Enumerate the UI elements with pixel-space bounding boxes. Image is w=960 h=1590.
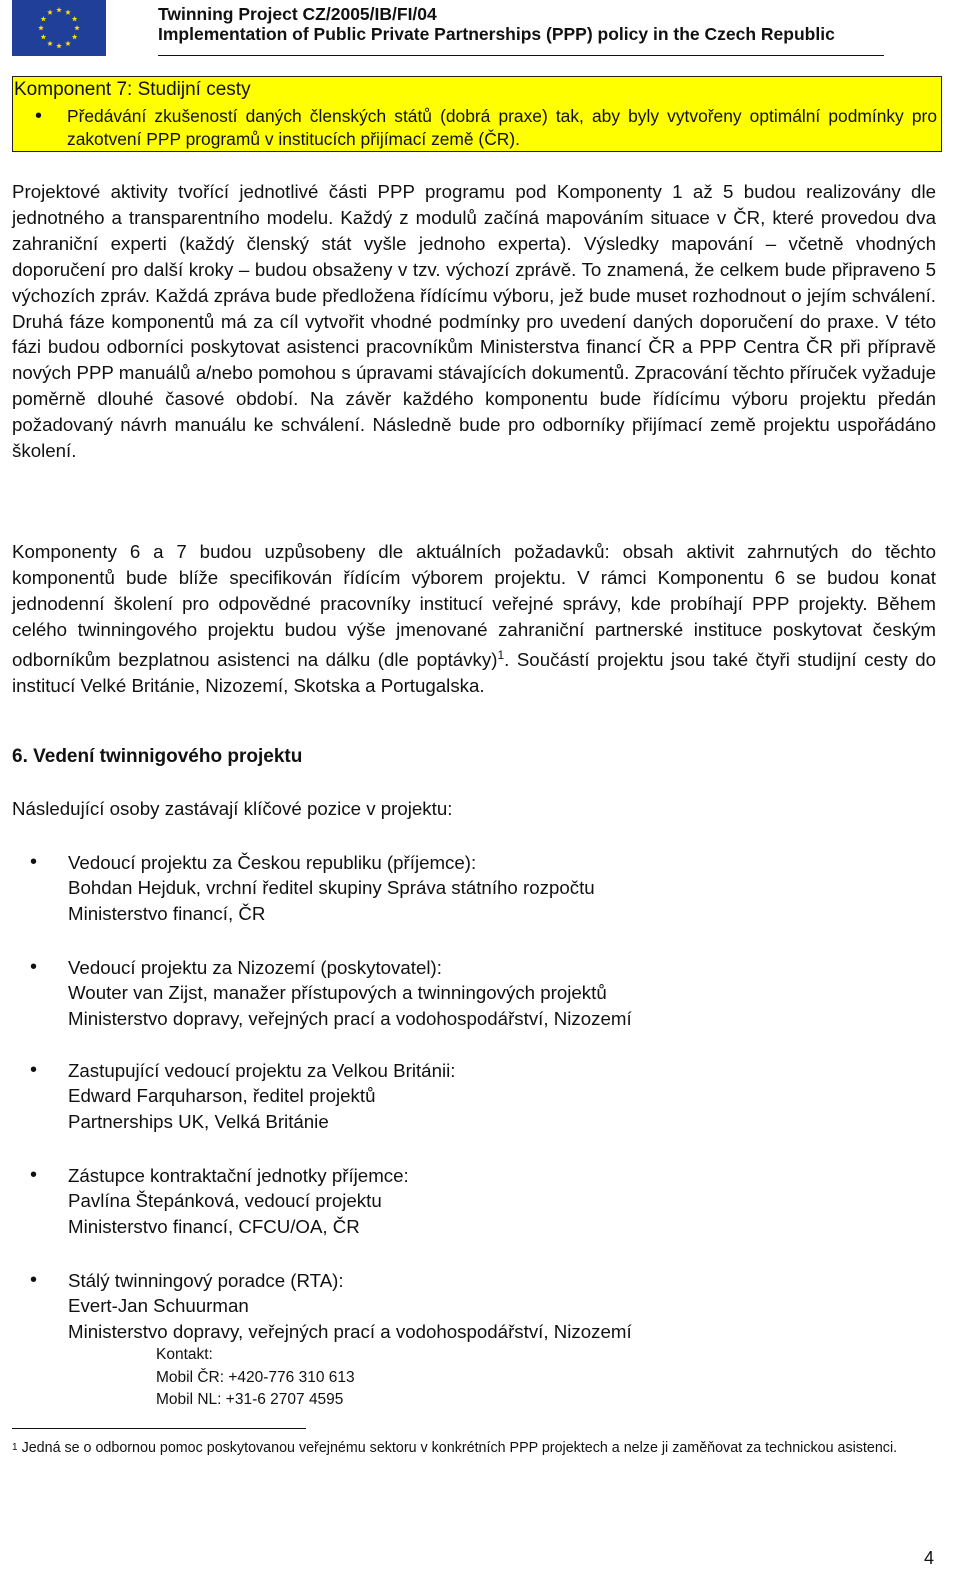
eu-flag-icon: [12, 0, 106, 56]
component7-bullet-text: Předávání zkušeností daných členských států (dobrá praxe) tak, aby byly vytvořeny optimální podmínky pro zakotvení PPP programů v institucích přijímací země (ČR).: [67, 106, 937, 149]
person-name: Pavlína Štepánková, vedoucí projektu: [68, 1190, 382, 1212]
person-role: Stálý twinningový poradce (RTA):: [68, 1270, 344, 1291]
bullet-icon: •: [30, 851, 38, 873]
page-number: 4: [924, 1548, 935, 1568]
person-role: Zastupující vedoucí projektu za Velkou Británii:: [68, 1060, 456, 1081]
contact-phone-cz: Mobil ČR: +420-776 310 613: [156, 1368, 355, 1386]
person-organization: Ministerstvo dopravy, veřejných prací a vodohospodářství, Nizozemí: [68, 1320, 632, 1342]
bullet-icon: •: [30, 956, 38, 978]
footnote-number: 1: [12, 1442, 18, 1453]
paragraph-text-part2: . Součástí projektu jsou také čtyři studijní cesty do institucí Velké Británie, Nizozemí, Skotska a Portugalska.: [12, 648, 936, 696]
person-organization: Ministerstvo dopravy, veřejných prací a vodohospodářství, Nizozemí: [68, 1007, 632, 1029]
footnote: [12, 1438, 912, 1458]
paragraph-components-6-7: [12, 539, 936, 699]
person-organization: Ministerstvo financí, CFCU/OA, ČR: [68, 1215, 360, 1237]
bullet-icon: •: [30, 1269, 38, 1291]
paragraph-project-activities: Projektové aktivity tvořící jednotlivé části PPP programu pod Komponenty 1 až 5 budou realizovány dle jednotného a transparentního modelu. Každý z modulů začíná mapováním situace v ČR, které provedou dva zahraniční experti (každý členský stát vyšle jednoho experta). Výsledky mapování – včetně vhodných doporučení pro další kroky – budou obsaženy v tzv. výchozí zprávě. To znamená, že celkem bude připraveno 5 výchozích zpráv. Každá zpráva bude předložena řídícímu výboru, jež bude muset rozhodnout o jejím schválení. Druhá fáze komponentů má za cíl vytvořit vhodné podmínky pro uvedení daných doporučení do praxe. V této fázi budou odborníci poskytovat asistenci pracovníkům Ministerstva financí ČR a PPP Centra ČR při přípravě nových PPP manuálů a/nebo pomohou s úpravami stávajících dokumentů. Zpracování těchto příruček vyžaduje poměrně dlouhé časové období. Na závěr každého komponentu bude řídícímu výboru projektu předán požadovaný návrh manuálu ke schválení. Následně bude pro odborníky přijímací země projektu uspořádáno školení.: [12, 181, 936, 462]
section-intro: Následující osoby zastávají klíčové pozice v projektu:: [12, 798, 453, 819]
bullet-icon: •: [30, 1164, 38, 1186]
contact-label: Kontakt:: [156, 1346, 213, 1363]
bullet-icon: •: [30, 1059, 38, 1081]
footnote-text: Jedná se o odbornou pomoc poskytovanou veřejnému sektoru v konkrétních PPP projektech a nelze ji zaměňovat za technickou asistenci.: [21, 1440, 898, 1456]
section-heading: 6. Vedení twinnigového projektu: [12, 746, 303, 767]
person-name: Bohdan Hejduk, vrchní ředitel skupiny Správa státního rozpočtu: [68, 877, 595, 899]
person-name: Evert-Jan Schuurman: [68, 1295, 249, 1317]
person-name: Wouter van Zijst, manažer přístupových a twinningových projektů: [68, 982, 607, 1004]
project-code: Twinning Project CZ/2005/IB/FI/04: [158, 4, 437, 24]
person-organization: Ministerstvo financí, ČR: [68, 902, 266, 924]
person-role: Zástupce kontraktační jednotky příjemce:: [68, 1165, 409, 1186]
component7-title: Komponent 7: Studijní cesty: [14, 79, 251, 100]
paragraph-text-part1: Komponenty 6 a 7 budou uzpůsobeny dle aktuálních požadavků: obsah aktivit zahrnutých do těchto komponentů bude blíže specifikován řídícím výborem projektu. V rámci Komponentu 6 se budou konat jednodenní školení pro odpovědné pracovníky institucí veřejné správy, kde probíhají PPP projekty. Během celého twinningového projektu budou výše jmenované zahraniční partnerské instituce poskytovat českým odborníkům bezplatnou asistenci na dálku (dle poptávky): [12, 541, 936, 670]
person-role: Vedoucí projektu za Českou republiku (příjemce):: [68, 852, 477, 873]
page-header: [12, 0, 948, 58]
person-name: Edward Farquharson, ředitel projektů: [68, 1085, 376, 1107]
bullet-icon: •: [35, 105, 43, 127]
contact-phone-nl: Mobil NL: +31-6 2707 4595: [156, 1391, 344, 1408]
component7-box: [12, 76, 942, 152]
person-role: Vedoucí projektu za Nizozemí (poskytovatel):: [68, 957, 442, 978]
header-divider: [158, 55, 884, 56]
contact-block: [156, 1344, 355, 1412]
footnote-reference[interactable]: 1: [497, 647, 505, 662]
person-organization: Partnerships UK, Velká Británie: [68, 1110, 329, 1132]
footnote-divider: [12, 1428, 306, 1429]
project-title: Implementation of Public Private Partnerships (PPP) policy in the Czech Republic: [158, 24, 835, 44]
